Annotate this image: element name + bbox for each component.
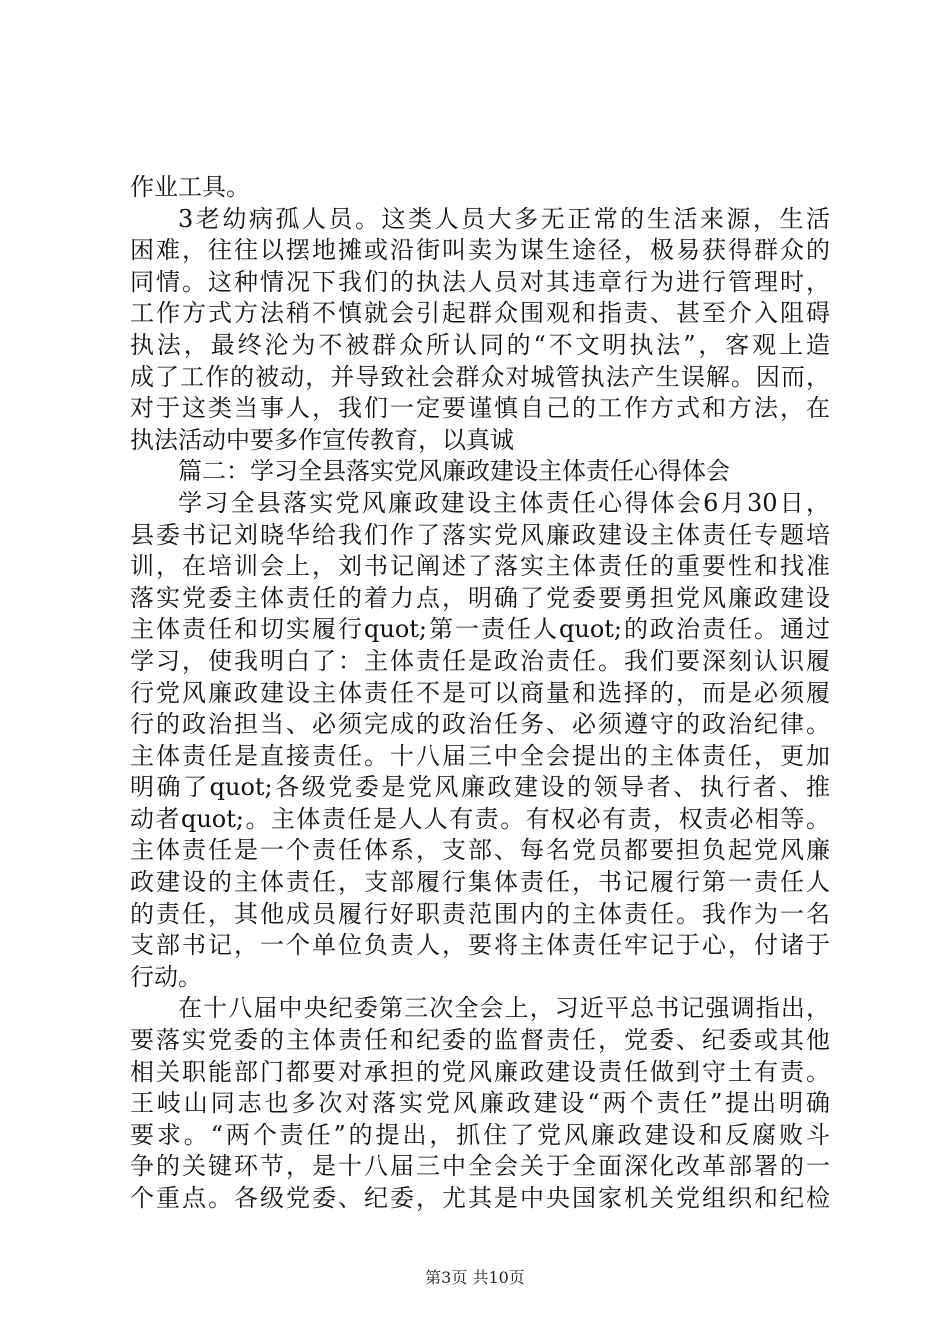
text-line: 明确了quot;各级党委是党风廉政建设的领导者、执行者、推 — [130, 773, 830, 802]
text-line: 县委书记刘晓华给我们作了落实党风廉政建设主体责任专题培 — [130, 520, 830, 549]
text-line: 作业工具。 — [130, 173, 250, 201]
text-line: 成了工作的被动，并导致社会群众对城管执法产生误解。因而， — [130, 362, 830, 391]
body-text — [130, 172, 830, 1215]
text-line: 3老幼病孤人员。这类人员大多无正常的生活来源，生活 — [178, 204, 830, 233]
page-footer: 第3页 共10页 — [425, 1268, 525, 1287]
text-line: 困难，往往以摆地摊或沿街叫卖为谋生途径，极易获得群众的 — [130, 236, 830, 265]
text-line: 落实党委主体责任的着力点，明确了党委要勇担党风廉政建设 — [130, 583, 830, 612]
text-line: 争的关键环节，是十八届三中全会关于全面深化改革部署的一 — [130, 1152, 830, 1181]
text-line: 学习全县落实党风廉政建设主体责任心得体会6月30日， — [178, 488, 830, 517]
text-line: 行动。 — [130, 962, 202, 991]
text-line: 要落实党委的主体责任和纪委的监督责任，党委、纪委或其他 — [130, 1026, 830, 1055]
text-line: 训，在培训会上，刘书记阐述了落实主体责任的重要性和找准 — [130, 552, 830, 581]
text-line: 执法，最终沦为不被群众所认同的“不文明执法”，客观上造 — [130, 330, 830, 359]
text-line: 学习，使我明白了：主体责任是政治责任。我们要深刻认识履 — [130, 646, 830, 675]
text-line: 主体责任是一个责任体系，支部、每名党员都要担负起党风廉 — [130, 836, 830, 865]
text-line: 执法活动中要多作宣传教育，以真诚 — [130, 425, 514, 454]
text-line: 对于这类当事人，我们一定要谨慎自己的工作方式和方法，在 — [130, 394, 830, 423]
text-line: 行的政治担当、必须完成的政治任务、必须遵守的政治纪律。 — [130, 710, 830, 739]
text-line: 篇二：学习全县落实党风廉政建设主体责任心得体会 — [178, 457, 730, 486]
text-line: 相关职能部门都要对承担的党风廉政建设责任做到守土有责。 — [130, 1057, 830, 1086]
text-line: 在十八届中央纪委第三次全会上，习近平总书记强调指出， — [178, 994, 830, 1023]
text-line: 同情。这种情况下我们的执法人员对其违章行为进行管理时， — [130, 267, 830, 296]
text-line: 个重点。各级党委、纪委，尤其是中央国家机关党组织和纪检 — [130, 1184, 830, 1212]
text-line: 的责任，其他成员履行好职责范围内的主体责任。我作为一名 — [130, 899, 830, 928]
text-line: 主体责任和切实履行quot;第一责任人quot;的政治责任。通过 — [130, 615, 830, 644]
text-line: 要求。“两个责任”的提出，抓住了党风廉政建设和反腐败斗 — [130, 1120, 830, 1149]
text-line: 工作方式方法稍不慎就会引起群众围观和指责、甚至介入阻碍 — [130, 299, 830, 328]
text-line: 主体责任是直接责任。十八届三中全会提出的主体责任，更加 — [130, 741, 830, 770]
text-line: 动者quot;。主体责任是人人有责。有权必有责，权责必相等。 — [130, 804, 830, 833]
text-line: 政建设的主体责任，支部履行集体责任，书记履行第一责任人 — [130, 868, 830, 897]
text-line: 王岐山同志也多次对落实党风廉政建设“两个责任”提出明确 — [130, 1089, 830, 1118]
text-line: 行党风廉政建设主体责任不是可以商量和选择的，而是必须履 — [130, 678, 830, 707]
text-line: 支部书记，一个单位负责人，要将主体责任牢记于心，付诸于 — [130, 931, 830, 960]
